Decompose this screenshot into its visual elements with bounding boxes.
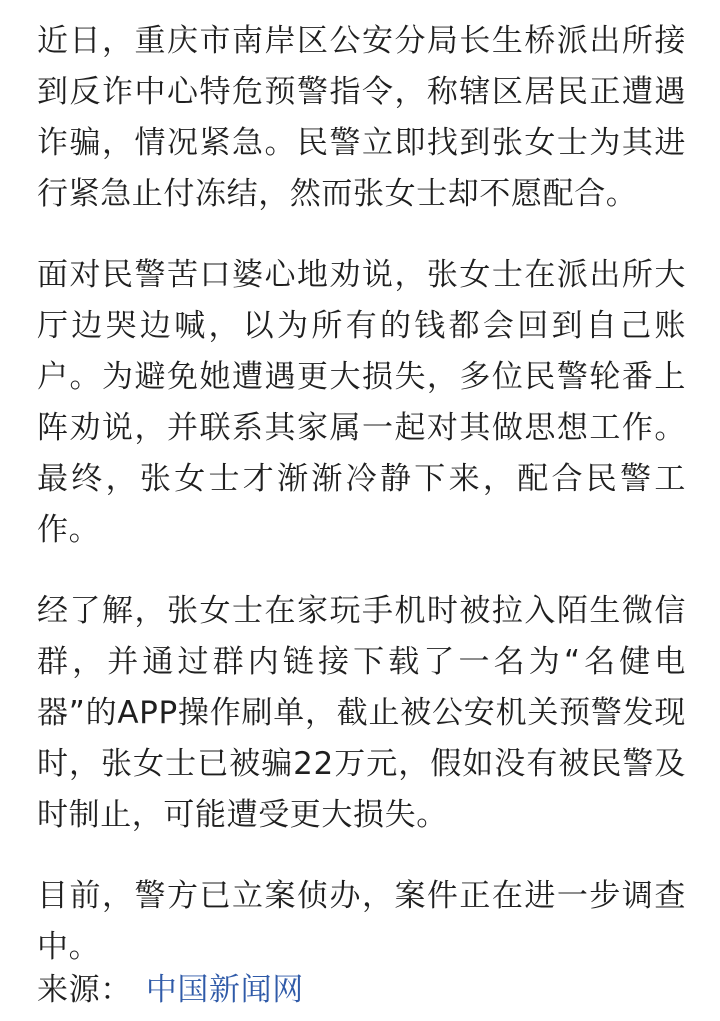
article-source	[37, 965, 304, 1016]
article-paragraph-4: 目前，警方已立案侦办，案件正在进一步调查中。	[37, 878, 686, 965]
article-paragraph-3: 经了解，张女士在家玩手机时被拉入陌生微信群，并通过群内链接下载了一名为“名健电器”的APP操作刷单，截止被公安机关预警发现时，张女士已被骗22万元，假如没有被民警及时制止，可能遭受更大损失。	[37, 593, 686, 833]
article-paragraph-1: 近日，重庆市南岸区公安分局长生桥派出所接到反诈中心特危预警指令，称辖区居民正遭遇诈骗，情况紧急。民警立即找到张女士为其进行紧急止付冻结，然而张女士却不愿配合。	[37, 23, 686, 212]
source-link[interactable]: 中国新闻网	[145, 972, 304, 1008]
article-paragraph-2: 面对民警苦口婆心地劝说，张女士在派出所大厅边哭边喊，以为所有的钱都会回到自己账户。为避免她遭遇更大损失，多位民警轮番上阵劝说，并联系其家属一起对其做思想工作。最终，张女士才渐渐冷静下来，配合民警工作。	[37, 257, 686, 548]
source-label: 来源：	[37, 972, 132, 1008]
